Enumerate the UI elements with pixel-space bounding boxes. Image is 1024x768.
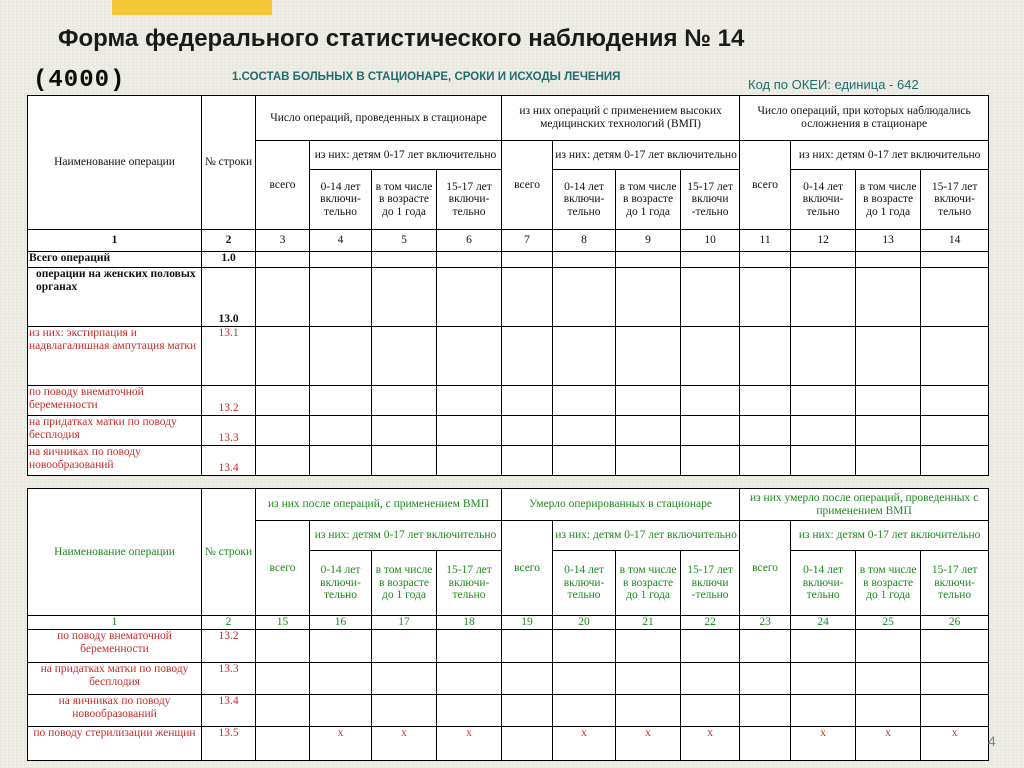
x-mark: x [372, 727, 437, 761]
row-number: 13.5 [202, 727, 256, 761]
col-number: 4 [310, 230, 372, 252]
header-age-0-14: 0-14 лет включи-тельно [791, 170, 856, 230]
data-cell[interactable] [616, 416, 681, 446]
header-age-under-1: в том числе в возрасте до 1 года [372, 170, 437, 230]
row-name: по поводу стерилизации женщин [28, 727, 202, 761]
col-number: 2 [202, 230, 256, 252]
data-cell[interactable] [616, 695, 681, 727]
data-cell[interactable] [681, 252, 740, 268]
data-cell[interactable] [856, 268, 921, 327]
header-age-0-14: 0-14 лет включи-тельно [791, 551, 856, 616]
data-cell[interactable] [437, 386, 502, 416]
row-number: 1.0 [202, 252, 256, 268]
header-age-under-1: в том числе в возрасте до 1 года [616, 551, 681, 616]
table-row [28, 252, 989, 268]
row-name: на яичниках по поводу новообразований [28, 695, 202, 727]
data-cell[interactable] [856, 416, 921, 446]
data-cell[interactable] [437, 327, 502, 386]
data-cell[interactable] [553, 446, 616, 476]
header-total: всего [740, 141, 791, 230]
x-mark: x [616, 727, 681, 761]
data-cell[interactable] [502, 252, 553, 268]
data-cell[interactable] [856, 386, 921, 416]
data-cell[interactable] [553, 386, 616, 416]
data-cell[interactable] [856, 446, 921, 476]
table-row [28, 695, 989, 727]
data-cell[interactable] [502, 268, 553, 327]
data-cell[interactable] [553, 663, 616, 695]
header-row-1 [28, 489, 989, 521]
data-cell[interactable] [502, 695, 553, 727]
header-children: из них: детям 0-17 лет включительно [310, 141, 502, 170]
accent-bar [112, 0, 272, 15]
data-cell[interactable] [256, 327, 310, 386]
data-cell[interactable] [553, 695, 616, 727]
header-total: всего [256, 141, 310, 230]
header-operations-count: Число операций, проведенных в стационаре [256, 96, 502, 141]
header-total: всего [502, 521, 553, 616]
data-cell[interactable] [256, 727, 310, 761]
data-cell[interactable] [437, 252, 502, 268]
data-cell[interactable] [437, 446, 502, 476]
data-cell[interactable] [681, 327, 740, 386]
header-age-0-14: 0-14 лет включи-тельно [310, 170, 372, 230]
row-number: 13.2 [202, 386, 256, 416]
table-row [28, 268, 989, 327]
column-numbers-row [28, 616, 989, 630]
data-cell[interactable] [502, 446, 553, 476]
data-cell[interactable] [256, 446, 310, 476]
col-number: 9 [616, 230, 681, 252]
header-age-15-17: 15-17 лет включи-тельно [437, 170, 502, 230]
data-cell[interactable] [256, 416, 310, 446]
header-children: из них: детям 0-17 лет включительно [553, 521, 740, 551]
data-cell[interactable] [502, 416, 553, 446]
col-number: 2 [202, 616, 256, 630]
mortality-table [27, 488, 989, 761]
data-cell[interactable] [856, 695, 921, 727]
data-cell[interactable] [921, 386, 989, 416]
header-age-0-14: 0-14 лет включи-тельно [553, 551, 616, 616]
header-children: из них: детям 0-17 лет включительно [553, 141, 740, 170]
data-cell[interactable] [740, 695, 791, 727]
col-number: 12 [791, 230, 856, 252]
data-cell[interactable] [372, 663, 437, 695]
x-mark: x [856, 727, 921, 761]
header-age-15-17: 15-17 лет включи -тельно [681, 170, 740, 230]
col-number: 20 [553, 616, 616, 630]
col-number: 16 [310, 616, 372, 630]
table-row [28, 630, 989, 663]
row-number: 13.0 [202, 268, 256, 327]
header-total: всего [740, 521, 791, 616]
data-cell[interactable] [310, 252, 372, 268]
data-cell[interactable] [791, 416, 856, 446]
data-cell[interactable] [372, 252, 437, 268]
col-number: 8 [553, 230, 616, 252]
header-operation-name: Наименование операции [28, 96, 202, 230]
data-cell[interactable] [502, 630, 553, 663]
header-age-0-14: 0-14 лет включи-тельно [310, 551, 372, 616]
data-cell[interactable] [310, 386, 372, 416]
table-row [28, 727, 989, 761]
data-cell[interactable] [921, 268, 989, 327]
data-cell[interactable] [372, 416, 437, 446]
col-number: 3 [256, 230, 310, 252]
data-cell[interactable] [616, 386, 681, 416]
col-number: 13 [856, 230, 921, 252]
data-cell[interactable] [856, 327, 921, 386]
section-subtitle: 1.СОСТАВ БОЛЬНЫХ В СТАЦИОНАРЕ, СРОКИ И ИСХОДЫ ЛЕЧЕНИЯ [232, 71, 621, 83]
data-cell[interactable] [740, 630, 791, 663]
header-children: из них: детям 0-17 лет включительно [791, 141, 989, 170]
data-cell[interactable] [553, 252, 616, 268]
x-mark: x [310, 727, 372, 761]
header-row-1 [28, 96, 989, 141]
col-number: 17 [372, 616, 437, 630]
data-cell[interactable] [256, 252, 310, 268]
x-mark: x [681, 727, 740, 761]
header-age-15-17: 15-17 лет включи-тельно [437, 551, 502, 616]
col-number: 14 [921, 230, 989, 252]
data-cell[interactable] [856, 663, 921, 695]
data-cell[interactable] [791, 630, 856, 663]
table-row [28, 446, 989, 476]
data-cell[interactable] [791, 327, 856, 386]
data-cell[interactable] [921, 252, 989, 268]
data-cell[interactable] [372, 446, 437, 476]
header-children: из них: детям 0-17 лет включительно [791, 521, 989, 551]
data-cell[interactable] [616, 327, 681, 386]
header-age-15-17: 15-17 лет включи-тельно [921, 551, 989, 616]
data-cell[interactable] [791, 386, 856, 416]
data-cell[interactable] [791, 663, 856, 695]
data-cell[interactable] [310, 327, 372, 386]
data-cell[interactable] [921, 327, 989, 386]
data-cell[interactable] [372, 268, 437, 327]
data-cell[interactable] [681, 695, 740, 727]
row-name: по поводу внематочной беременности [28, 386, 202, 416]
data-cell[interactable] [616, 446, 681, 476]
x-mark: x [791, 727, 856, 761]
data-cell[interactable] [310, 663, 372, 695]
data-cell[interactable] [791, 268, 856, 327]
row-number: 13.4 [202, 695, 256, 727]
col-number: 15 [256, 616, 310, 630]
data-cell[interactable] [502, 727, 553, 761]
col-number: 21 [616, 616, 681, 630]
data-cell[interactable] [553, 416, 616, 446]
col-number: 23 [740, 616, 791, 630]
data-cell[interactable] [616, 252, 681, 268]
data-cell[interactable] [921, 416, 989, 446]
x-mark: x [553, 727, 616, 761]
row-number: 13.2 [202, 630, 256, 663]
data-cell[interactable] [437, 695, 502, 727]
row-number: 13.3 [202, 416, 256, 446]
data-cell[interactable] [502, 386, 553, 416]
row-name: на придатках матки по поводу бесплодия [28, 416, 202, 446]
data-cell[interactable] [372, 327, 437, 386]
col-number: 18 [437, 616, 502, 630]
header-age-under-1: в том числе в возрасте до 1 года [616, 170, 681, 230]
header-row-number: № строки [202, 96, 256, 230]
data-cell[interactable] [681, 663, 740, 695]
header-age-under-1: в том числе в возрасте до 1 года [856, 551, 921, 616]
data-cell[interactable] [856, 252, 921, 268]
col-number: 11 [740, 230, 791, 252]
row-name: на яичниках по поводу новообразований [28, 446, 202, 476]
row-name: по поводу внематочной беременности [28, 630, 202, 663]
data-cell[interactable] [553, 630, 616, 663]
col-number: 1 [28, 230, 202, 252]
okei-code: Код по ОКЕИ: единица - 642 [748, 77, 919, 92]
data-cell[interactable] [372, 630, 437, 663]
data-cell[interactable] [791, 695, 856, 727]
col-number: 1 [28, 616, 202, 630]
data-cell[interactable] [740, 663, 791, 695]
header-vmp-operations: из них операций с применением высоких медицинских технологий (ВМП) [502, 96, 740, 141]
data-cell[interactable] [256, 630, 310, 663]
header-total: всего [502, 141, 553, 230]
header-age-under-1: в том числе в возрасте до 1 года [856, 170, 921, 230]
data-cell[interactable] [256, 695, 310, 727]
row-name: из них: экстирпация и надвлагалишная ампутация матки [28, 327, 202, 386]
data-cell[interactable] [921, 663, 989, 695]
row-name: Всего операций [28, 252, 202, 268]
row-name: операции на женских половых органах [28, 268, 202, 327]
table-row [28, 327, 989, 386]
data-cell[interactable] [921, 446, 989, 476]
data-cell[interactable] [740, 268, 791, 327]
data-cell[interactable] [740, 446, 791, 476]
data-cell[interactable] [616, 663, 681, 695]
col-number: 24 [791, 616, 856, 630]
header-died: Умерло оперированных в стационаре [502, 489, 740, 521]
x-mark: x [437, 727, 502, 761]
data-cell[interactable] [437, 416, 502, 446]
page-number: 4 [988, 733, 996, 749]
data-cell[interactable] [310, 446, 372, 476]
operations-table [27, 95, 989, 476]
x-mark: x [921, 727, 989, 761]
data-cell[interactable] [553, 268, 616, 327]
header-age-0-14: 0-14 лет включи-тельно [553, 170, 616, 230]
data-cell[interactable] [921, 695, 989, 727]
data-cell[interactable] [256, 268, 310, 327]
col-number: 5 [372, 230, 437, 252]
header-operation-name: Наименование операции [28, 489, 202, 616]
header-age-15-17: 15-17 лет включи -тельно [681, 551, 740, 616]
header-complications: Число операций, при которых наблюдались осложнения в стационаре [740, 96, 989, 141]
data-cell[interactable] [681, 386, 740, 416]
row-name: на придатках матки по поводу бесплодия [28, 663, 202, 695]
data-cell[interactable] [372, 695, 437, 727]
data-cell[interactable] [681, 416, 740, 446]
data-cell[interactable] [681, 630, 740, 663]
data-cell[interactable] [256, 386, 310, 416]
data-cell[interactable] [437, 663, 502, 695]
data-cell[interactable] [740, 252, 791, 268]
header-died-vmp: из них умерло после операций, проведенных с применением ВМП [740, 489, 989, 521]
col-number: 22 [681, 616, 740, 630]
data-cell[interactable] [256, 663, 310, 695]
data-cell[interactable] [616, 268, 681, 327]
data-cell[interactable] [372, 386, 437, 416]
data-cell[interactable] [740, 727, 791, 761]
data-cell[interactable] [437, 268, 502, 327]
data-cell[interactable] [310, 630, 372, 663]
data-cell[interactable] [310, 268, 372, 327]
data-cell[interactable] [553, 327, 616, 386]
header-age-15-17: 15-17 лет включи-тельно [921, 170, 989, 230]
row-number: 13.3 [202, 663, 256, 695]
data-cell[interactable] [502, 663, 553, 695]
header-vmp-after: из них после операций, с применением ВМП [256, 489, 502, 521]
data-cell[interactable] [437, 630, 502, 663]
data-cell[interactable] [740, 416, 791, 446]
data-cell[interactable] [740, 327, 791, 386]
data-cell[interactable] [740, 386, 791, 416]
header-row-number: № строки [202, 489, 256, 616]
row-number: 13.1 [202, 327, 256, 386]
column-numbers-row [28, 230, 989, 252]
data-cell[interactable] [791, 252, 856, 268]
data-cell[interactable] [921, 630, 989, 663]
table-row [28, 386, 989, 416]
data-cell[interactable] [856, 630, 921, 663]
data-cell[interactable] [681, 268, 740, 327]
col-number: 19 [502, 616, 553, 630]
header-total: всего [256, 521, 310, 616]
col-number: 7 [502, 230, 553, 252]
data-cell[interactable] [616, 630, 681, 663]
col-number: 25 [856, 616, 921, 630]
header-children: из них: детям 0-17 лет включительно [310, 521, 502, 551]
col-number: 6 [437, 230, 502, 252]
data-cell[interactable] [310, 695, 372, 727]
row-number: 13.4 [202, 446, 256, 476]
data-cell[interactable] [502, 327, 553, 386]
table-row [28, 663, 989, 695]
data-cell[interactable] [791, 446, 856, 476]
col-number: 10 [681, 230, 740, 252]
table-row [28, 416, 989, 446]
form-code: (4000) [33, 67, 126, 94]
data-cell[interactable] [681, 446, 740, 476]
page-title: Форма федерального статистического наблюдения № 14 [58, 25, 745, 52]
col-number: 26 [921, 616, 989, 630]
header-age-under-1: в том числе в возрасте до 1 года [372, 551, 437, 616]
data-cell[interactable] [310, 416, 372, 446]
